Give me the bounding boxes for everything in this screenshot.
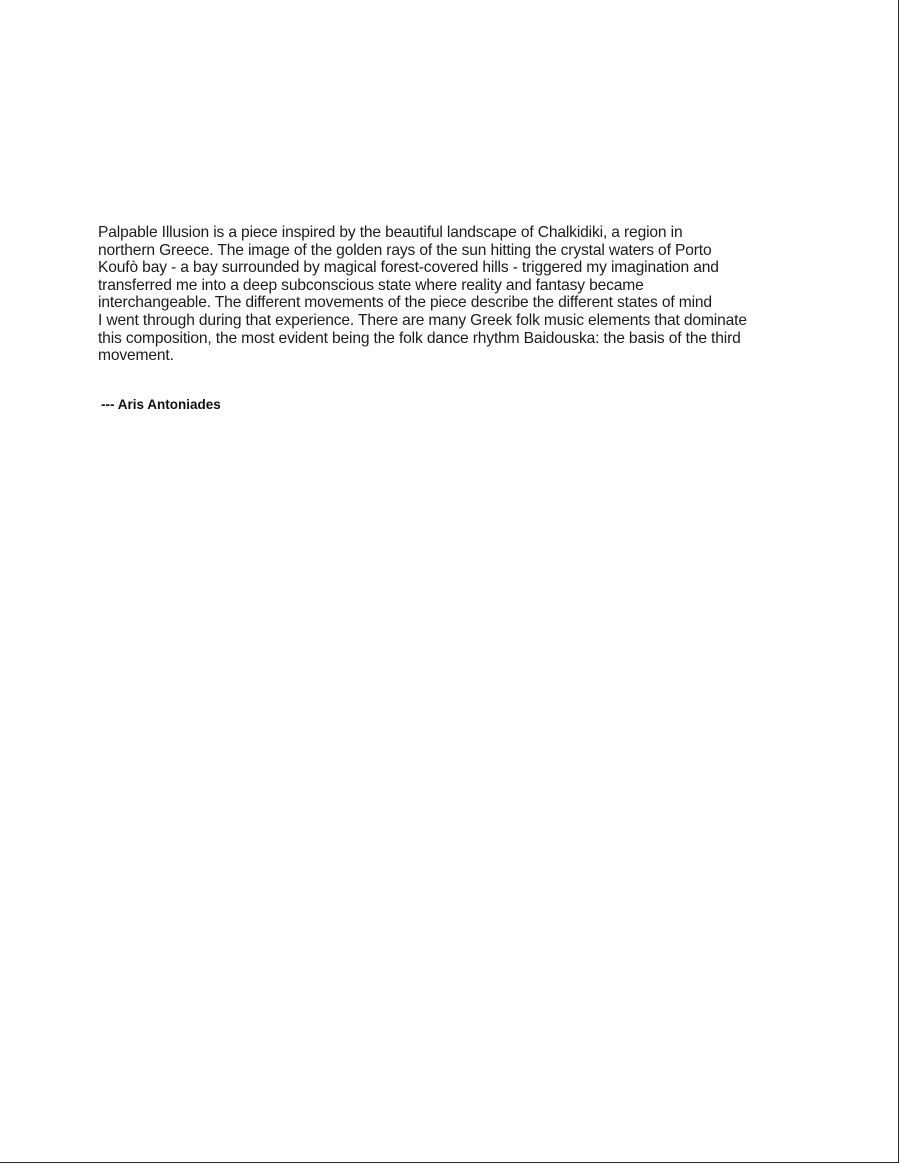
- paragraph-line: northern Greece. The image of the golden rays of the sun hitting the crystal waters of Porto: [98, 241, 712, 259]
- paragraph-line: movement.: [98, 347, 174, 365]
- program-note-paragraph: [98, 224, 858, 365]
- paragraph-line: Palpable Illusion is a piece inspired by the beautiful landscape of Chalkidiki, a region in: [98, 224, 683, 241]
- paragraph-line: this composition, the most evident being the folk dance rhythm Baidouska: the basis of the third: [98, 329, 741, 347]
- paragraph-line: I went through during that experience. There are many Greek folk music elements that dominate: [98, 311, 747, 329]
- paragraph-line: transferred me into a deep subconscious state where reality and fantasy became: [98, 276, 644, 294]
- paragraph-line: Koufò bay - a bay surrounded by magical forest-covered hills - triggered my imagination and: [98, 259, 719, 277]
- author-signature: --- Aris Antoniades: [101, 397, 221, 412]
- paragraph-line: interchangeable. The different movements of the piece describe the different states of mind: [98, 294, 712, 312]
- program-note: [98, 224, 858, 365]
